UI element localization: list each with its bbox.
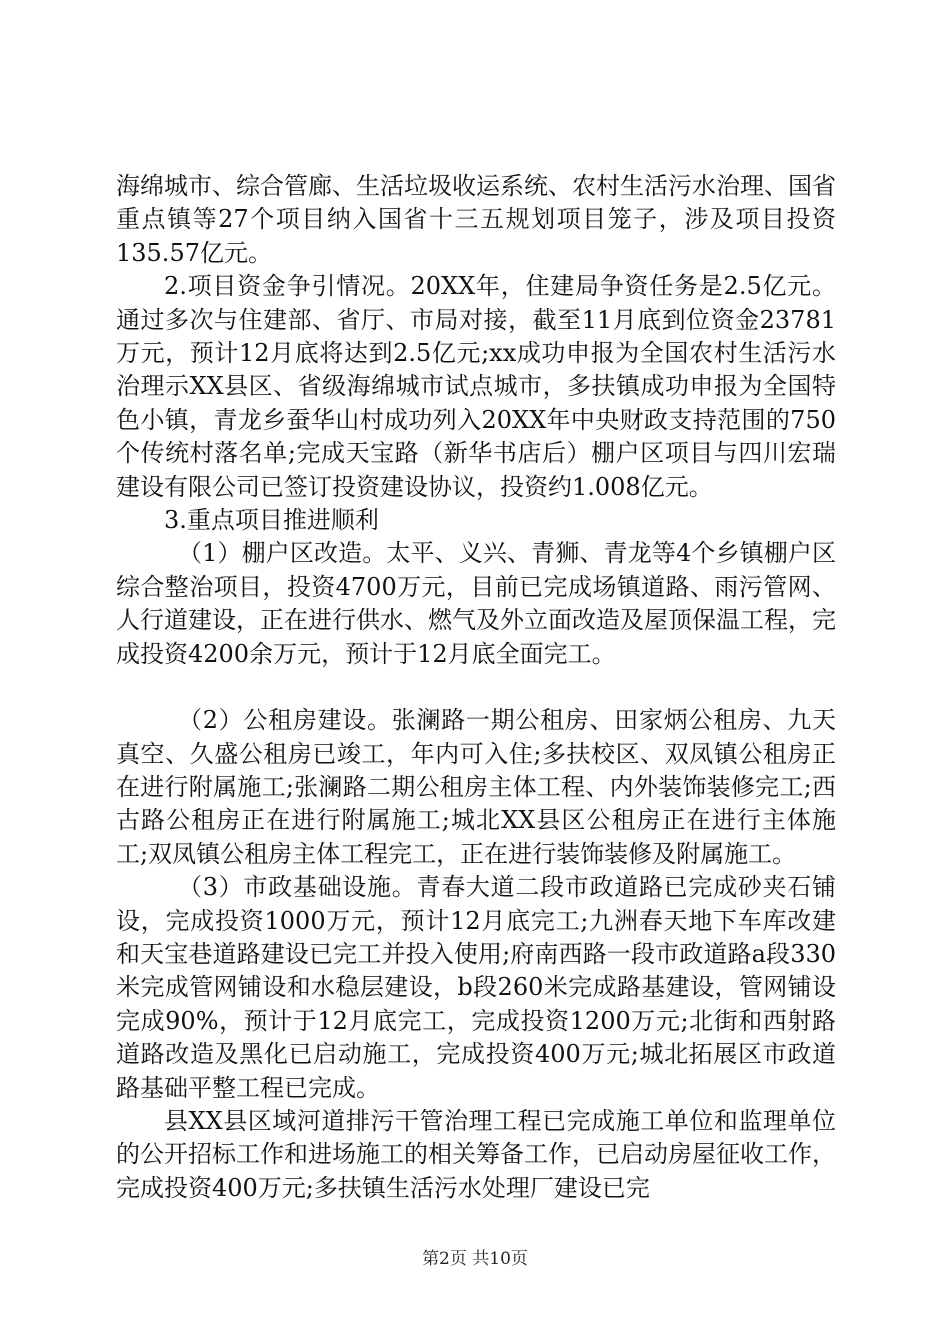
- document-body: [116, 170, 836, 1205]
- paragraph-shantytown: （1）棚户区改造。太平、义兴、青狮、青龙等4个乡镇棚户区综合整治项目，投资4700万元，目前已完成场镇道路、雨污管网、人行道建设，正在进行供水、燃气及外立面改造及屋顶保温工程，完成投资4200余万元，预计于12月底全面完工。: [116, 539, 836, 668]
- page-footer: 第2页 共10页: [422, 1249, 528, 1269]
- paragraph-sewage: 县XX县区域河道排污干管治理工程已完成施工单位和监理单位的公开招标工作和进场施工的相关筹备工作，已启动房屋征收工作，完成投资400万元;多扶镇生活污水处理厂建设已完: [116, 1106, 836, 1202]
- paragraph-public-rental: （2）公租房建设。张澜路一期公租房、田家炳公租房、九天真空、久盛公租房已竣工，年内可入住;多扶校区、双凤镇公租房正在进行附属施工;张澜路二期公租房主体工程、内外装饰装修完工;西古路公租房正在进行附属施工;城北XX县区公租房正在进行主体施工;双凤镇公租房主体工程完工，正在进行装饰装修及附属施工。: [116, 706, 836, 868]
- paragraph-project-list: 海绵城市、综合管廊、生活垃圾收运系统、农村生活污水治理、国省重点镇等27个项目纳入国省十三五规划项目笼子，涉及项目投资135.57亿元。: [116, 172, 836, 267]
- heading-key-projects: 3.重点项目推进顺利: [164, 506, 379, 535]
- paragraph-funding: 2.项目资金争引情况。20XX年，住建局争资任务是2.5亿元。通过多次与住建部、省厅、市局对接，截至11月底到位资金23781万元，预计12月底将达到2.5亿元;xx成功申报为全国农村生活污水治理示XX县区、省级海绵城市试点城市，多扶镇成功申报为全国特色小镇，青龙乡蚕华山村成功列入20XX年中央财政支持范围的750个传统村落名单;完成天宝路（新华书店后）棚户区项目与四川宏瑞建设有限公司已签订投资建设协议，投资约1.008亿元。: [116, 272, 836, 501]
- paragraph-municipal: （3）市政基础设施。青春大道二段市政道路已完成砂夹石铺设，完成投资1000万元，预计12月底完工;九洲春天地下车库改建和天宝巷道路建设已完工并投入使用;府南西路一段市政道路a段330米完成管网铺设和水稳层建设，b段260米完成路基建设，管网铺设完成90%，预计于12月底完工，完成投资1200万元;北街和西射路道路改造及黑化已启动施工，完成投资400万元;城北拓展区市政道路基础平整工程已完成。: [116, 873, 836, 1102]
